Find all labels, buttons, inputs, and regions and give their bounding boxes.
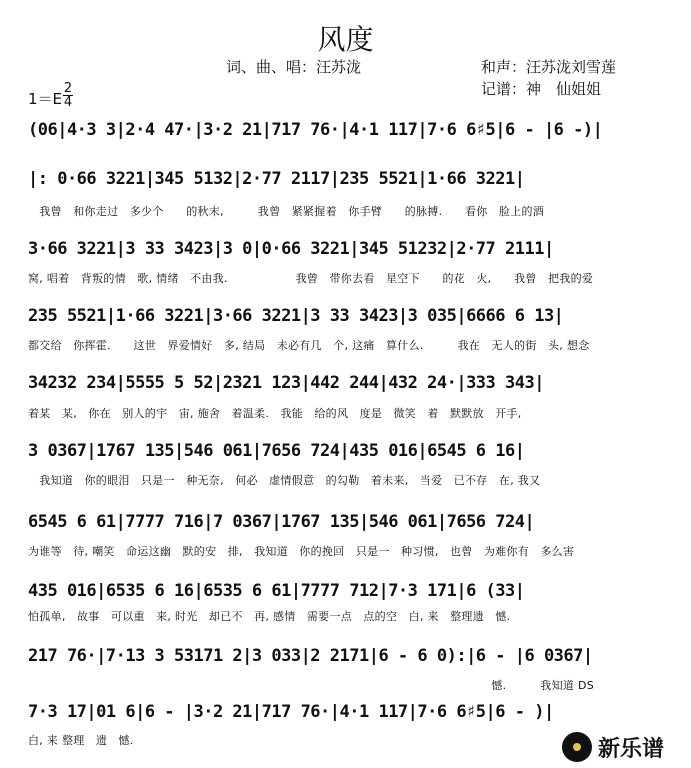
lyric-line-10: 白, 来 整理 遗 憾. <box>28 734 134 747</box>
lyric-line-9: 憾. 我知道 DS <box>28 679 595 692</box>
credits-harmony: 和声：汪苏泷刘雪莲 <box>481 58 617 76</box>
lyric-line-6: 我知道 你的眼泪 只是一 种无奈, 何必 虚情假意 的勾勒 着未来, 当爱 已不存 在, 我又 <box>28 474 541 487</box>
record-disc-icon <box>562 732 592 762</box>
key-signature: 1＝E <box>28 90 63 108</box>
lyric-line-8: 怕孤单, 故事 可以重 来, 时光 却已不 再, 感情 需要一点 点的空 白, 来 整理遗 憾. <box>28 610 511 623</box>
time-signature-top: 2 <box>63 81 73 96</box>
notation-line-6: 3 0367|1767 135|546 061|7656 724|435 016|6545 6 16| <box>28 441 525 461</box>
lyric-line-3: 窝, 唱着 背叛的情 歌, 情绪 不由我. 我曾 带你去看 星空下 的花 火, 我曾 把我的爱 <box>28 272 594 285</box>
notation-line-2: |: 0·66 3221|345 5132|2·77 2117|235 5521|1·66 3221| <box>28 169 525 189</box>
time-signature <box>63 82 73 109</box>
time-signature-bottom: 4 <box>63 95 73 110</box>
notation-line-7: 6545 6 61|7777 716|7 0367|1767 135|546 061|7656 724| <box>28 512 535 532</box>
lyric-line-4: 都交给 你挥霍. 这世 界爱情好 多, 结局 未必有几 个, 这痛 算什么. 我在 无人的街 头, 想念 <box>28 339 590 352</box>
song-title: 风度 <box>317 23 374 56</box>
notation-line-3: 3·66 3221|3 33 3423|3 0|0·66 3221|345 51232|2·77 2111| <box>28 239 554 259</box>
notation-line-9: 217 76·|7·13 3 53171 2|3 033|2 2171|6 - 6 0):|6 - |6 0367| <box>28 646 593 666</box>
lyric-line-2: 我曾 和你走过 多少个 的秋末, 我曾 紧紧握着 你手臂 的脉搏. 看你 脸上的酒 <box>28 205 545 218</box>
notation-line-5: 34232 234|5555 5 52|2321 123|442 244|432 24·|333 343| <box>28 373 544 393</box>
notation-line-10: 7·3 17|01 6|6 - |3·2 21|717 76·|4·1 117|7·6 6♯5|6 - )| <box>28 702 554 722</box>
logo-text: 新乐谱 <box>598 736 665 762</box>
lyric-line-5: 着某 某, 你在 别人的宇 宙, 施舍 着温柔. 我能 给的风 度是 微笑 着 默默放 开手, <box>28 407 522 420</box>
credits-transcriber: 记谱：神 仙姐姐 <box>481 80 602 98</box>
notation-line-1: (06|4·3 3|2·4 47·|3·2 21|717 76·|4·1 117|7·6 6♯5|6 - |6 -)| <box>28 120 603 140</box>
notation-line-4: 235 5521|1·66 3221|3·66 3221|3 33 3423|3 035|6666 6 13| <box>28 306 564 326</box>
notation-line-8: 435 016|6535 6 16|6535 6 61|7777 712|7·3 171|6 (33| <box>28 581 525 601</box>
lyric-line-7: 为谁等 待, 嘲笑 命运这幽 默的安 排, 我知道 你的挽回 只是一 种习惯, 也曾 为难你有 多么害 <box>28 545 575 558</box>
credits-writer: 词、曲、唱：汪苏泷 <box>226 58 362 76</box>
site-logo <box>562 730 688 764</box>
